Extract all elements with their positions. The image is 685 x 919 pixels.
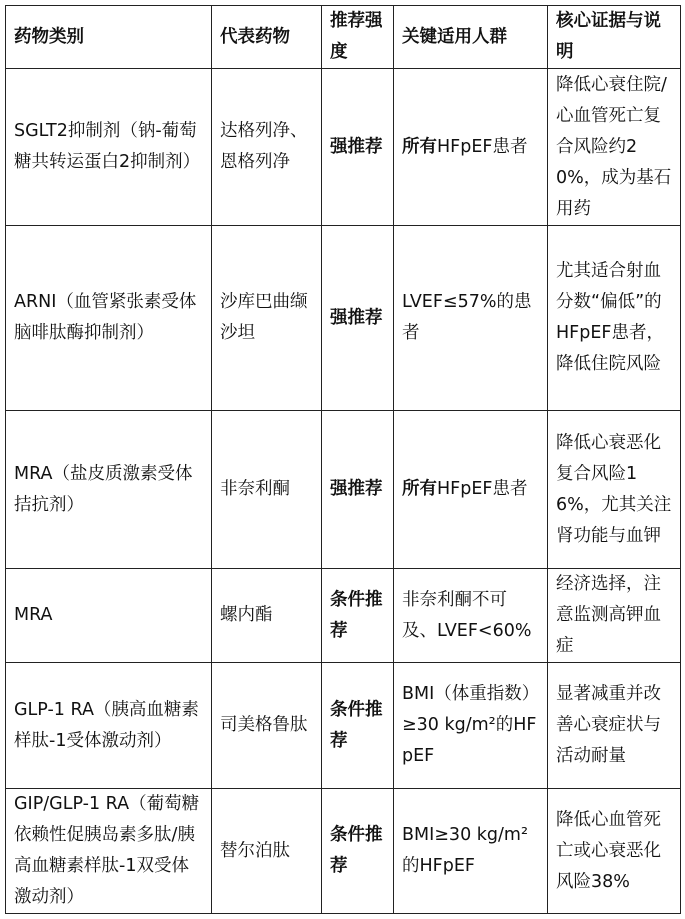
cell-population	[394, 789, 548, 914]
population-text: LVEF≤57%的患者	[402, 292, 532, 343]
drug-recommendation-table	[5, 5, 681, 914]
table-row	[6, 663, 681, 789]
cell-population	[394, 411, 548, 569]
cell-strength: 条件推荐	[322, 789, 394, 914]
cell-category: GIP/GLP-1 RA（葡萄糖依赖性促胰岛素多肽/胰高血糖素样肽-1双受体激动剂）	[6, 789, 212, 914]
table-row	[6, 789, 681, 914]
cell-population	[394, 226, 548, 411]
population-text: 非奈利酮不可及、LVEF<60%	[402, 589, 532, 641]
population-text: BMI（体重指数）≥30 kg/m²的HFpEF	[402, 684, 537, 766]
cell-evidence: 降低心血管死亡或心衰恶化风险38%	[548, 789, 681, 914]
population-emphasis: 所有	[402, 136, 437, 157]
cell-drug: 替尔泊肽	[212, 789, 322, 914]
cell-population	[394, 69, 548, 226]
cell-category: SGLT2抑制剂（钠-葡萄糖共转运蛋白2抑制剂）	[6, 69, 212, 226]
cell-category: MRA	[6, 569, 212, 663]
header-category: 药物类别	[6, 6, 212, 69]
cell-evidence: 降低心衰住院/心血管死亡复合风险约20%，成为基石用药	[548, 69, 681, 226]
table-row	[6, 226, 681, 411]
population-text: HFpEF患者	[437, 479, 528, 499]
cell-category: GLP-1 RA（胰高血糖素样肽-1受体激动剂）	[6, 663, 212, 789]
header-population: 关键适用人群	[394, 6, 548, 69]
cell-drug: 沙库巴曲缬沙坦	[212, 226, 322, 411]
header-evidence: 核心证据与说明	[548, 6, 681, 69]
population-text: BMI≥30 kg/m²的HFpEF	[402, 825, 528, 876]
cell-evidence: 尤其适合射血分数“偏低”的HFpEF患者，降低住院风险	[548, 226, 681, 411]
cell-population	[394, 569, 548, 663]
cell-strength: 条件推荐	[322, 663, 394, 789]
cell-drug: 达格列净、恩格列净	[212, 69, 322, 226]
cell-strength: 强推荐	[322, 411, 394, 569]
cell-strength: 强推荐	[322, 226, 394, 411]
cell-drug: 非奈利酮	[212, 411, 322, 569]
table-row	[6, 411, 681, 569]
header-strength: 推荐强度	[322, 6, 394, 69]
cell-evidence: 经济选择，注意监测高钾血症	[548, 569, 681, 663]
cell-strength: 条件推荐	[322, 569, 394, 663]
cell-drug: 螺内酯	[212, 569, 322, 663]
cell-category: ARNI（血管紧张素受体脑啡肽酶抑制剂）	[6, 226, 212, 411]
cell-population	[394, 663, 548, 789]
header-row	[6, 6, 681, 69]
cell-evidence: 显著减重并改善心衰症状与活动耐量	[548, 663, 681, 789]
cell-evidence: 降低心衰恶化复合风险16%，尤其关注肾功能与血钾	[548, 411, 681, 569]
table-row	[6, 69, 681, 226]
population-emphasis: 所有	[402, 479, 437, 499]
cell-drug: 司美格鲁肽	[212, 663, 322, 789]
header-drug: 代表药物	[212, 6, 322, 69]
cell-strength: 强推荐	[322, 69, 394, 226]
table-row	[6, 569, 681, 663]
cell-category: MRA（盐皮质激素受体拮抗剂）	[6, 411, 212, 569]
population-text: HFpEF患者	[437, 136, 528, 157]
